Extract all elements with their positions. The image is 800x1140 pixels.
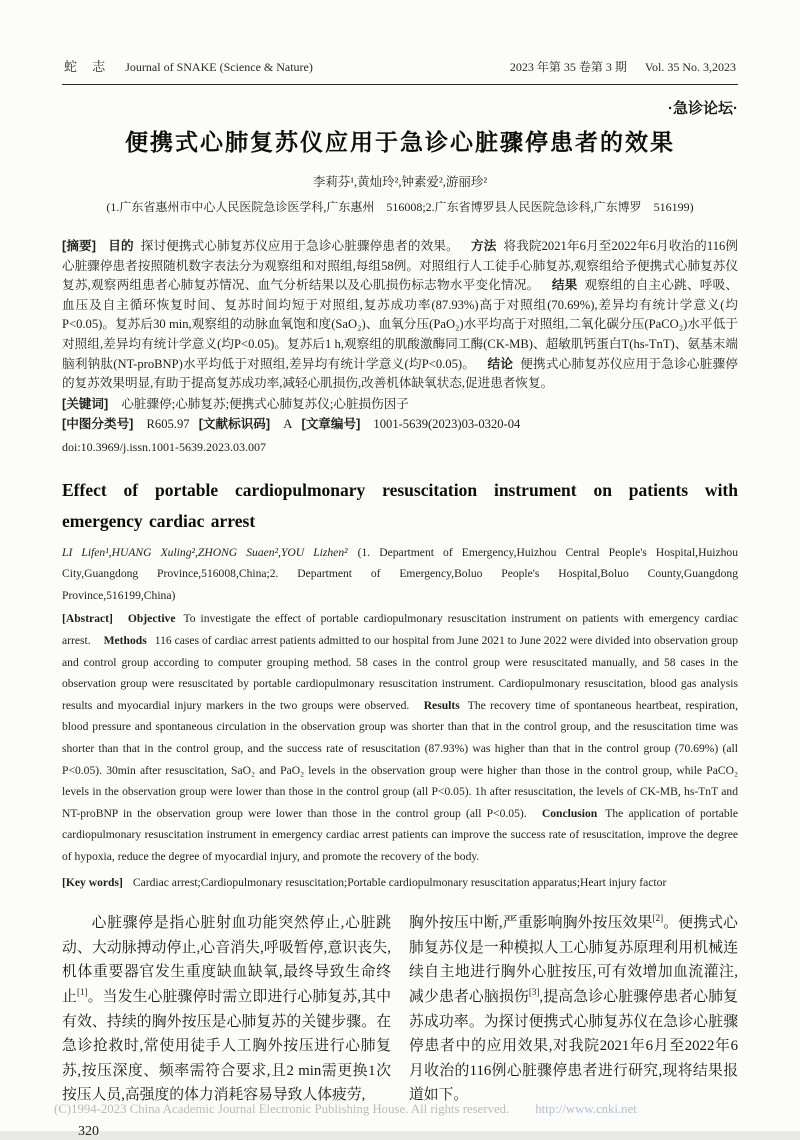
results-label-cn: 结果 [551, 278, 578, 293]
authors-cn: 李莉芬¹,黄灿玲²,钟素爱²,游丽珍² [312, 175, 488, 189]
conclusion-label-en: Conclusion [541, 806, 598, 820]
page-number: 320 [78, 1123, 99, 1139]
keywords-line-cn [62, 395, 738, 415]
body-text: 。当发生心脏骤停时需立即进行心肺复苏,其中有效、持续的胸外按压是心肺复苏的关键步骤。在急诊抢救时,常使用徒手人工胸外按压进行心肺复苏,按压深度、频率需符合要求,且2 min需更换1次按压人员,高强度的体力消耗容易导致人体疲劳, [62, 988, 391, 1104]
cnki-footer [54, 1102, 760, 1117]
journal-header [62, 56, 738, 85]
journal-issue-en: Vol. 35 No. 3,2023 [644, 60, 736, 74]
objective-label-cn: 目的 [108, 239, 134, 253]
methods-label-en: Methods [103, 634, 147, 648]
article-title-en: Effect of portable cardiopulmonary resuscitation instrument on patients with emergency cardiac arrest [62, 479, 738, 531]
keywords-label-cn: [关键词] [62, 396, 109, 411]
body-columns [62, 911, 738, 1108]
doc-code-label: [文献标识码] [198, 417, 271, 432]
journal-name [64, 56, 313, 75]
results-text-cn: 观察组的自主心跳、呼吸、血压及自主循环恢复时间、复苏时间均短于对照组,复苏成功率(87.93%)高于对照组(70.69%),差异均有统计学意义(均P<0.05)。复苏后30 min,观察组的动脉血氧饱和度(SaO₂)、血氧分压(PaO₂)水平均高于对照组,二氧化碳分压(PaCO₂)水平低于对照组,差异均有统计学意义(均P<0.05)。复苏后1 h,观察组的肌酸激酶同工酶(CK-MB)、超敏肌钙蛋白T(hs-TnT)、氨基末端脑利钠肽(NT-proBNP)水平均低于对照组,差异均有统计学意义(均P<0.05)。 [62, 278, 739, 371]
body-paragraph-left [62, 911, 391, 1108]
conclusion-text-cn: 便携式心肺复苏仪应用于急诊心脏骤停的复苏效果明显,有助于提高复苏成功率,减轻心肌损伤,改善机体缺氧状态,促进患者恢复。 [62, 356, 739, 391]
body-text: 胸外按压中断,严重影响胸外按压效果 [409, 915, 653, 932]
conclusion-label-cn: 结论 [487, 356, 514, 371]
clc-label: [中图分类号] [62, 417, 134, 432]
methods-text-cn: 将我院2021年6月至2022年6月收治的116例心脏骤停患者按照随机数字表法分为观察组和对照组,每组58例。对照组行人工徒手心肺复苏,观察组给予便携式心肺复苏仪复苏,观察两组患者心肺复苏情况、血气分析结果以及心肌损伤标志物水平变化情况。 [62, 239, 739, 293]
column-badge: ·急诊论坛· [668, 100, 738, 117]
body-text: 心脏骤停是指心脏射血功能突然停止,心脏跳动、大动脉搏动停止,心音消失,呼吸暂停,意识丧失,机体重要器官发生重度缺血缺氧,最终导致生命终止 [62, 915, 391, 1005]
body-text: ,提高急诊心脏骤停患者心肺复苏成功率。为探讨便携式心肺复苏仪在急诊心脏骤停患者中的应用效果,对我院2021年6月至2022年6月收治的116例心脏骤停患者进行研究,现将结果报道如下。 [409, 988, 738, 1104]
journal-name-en: Journal of SNAKE (Science & Nature) [125, 60, 313, 74]
classification-line [62, 415, 738, 435]
results-label-en: Results [423, 698, 460, 712]
abstract-label-cn: [摘要] [62, 239, 96, 253]
keywords-text-en: Cardiac arrest;Cardiopulmonary resuscitation;Portable cardiopulmonary resuscitation apparatus;Heart injury factor [132, 875, 667, 889]
reference-marker-1: [1] [76, 987, 88, 998]
affiliation-en: (1. Department of Emergency,Huizhou Central People's Hospital,Huizhou City,Guangdong Province,516008,China;2. Department of Emergency,Boluo People's Hospital,Boluo County,Guangdong Province,516199,China) [62, 545, 738, 602]
copyright-text: (C)1994-2023 China Academic Journal Electronic Publishing House. All rights reserved. [54, 1102, 510, 1116]
body-column-left [62, 911, 391, 1108]
journal-issue-cn: 2023 年第 35 卷第 3 期 [509, 60, 627, 74]
doi-line: doi:10.3969/j.issn.1001-5639.2023.03.007 [62, 439, 267, 454]
abstract-en [62, 608, 738, 867]
journal-issue [510, 58, 736, 75]
abstract-cn [62, 237, 738, 394]
objective-text-cn: 探讨便携式心肺复苏仪应用于急诊心脏骤停患者的效果。 [140, 239, 459, 253]
reference-marker-2: [2] [652, 913, 664, 924]
article-title-cn: 便携式心肺复苏仪应用于急诊心脏骤停患者的效果 [125, 129, 675, 155]
body-paragraph-right [409, 911, 738, 1108]
methods-text-en: 116 cases of cardiac arrest patients admitted to our hospital from June 2021 to June 2022 were divided into observation group and control group according to computer grouping method. 58 cases in the control group were resuscitated manually, and 58 cases in the observation group were resuscitated by portable cardiopulmonary resuscitation instrument. Cardiopulmonary resuscitation, blood gas analysis results and myocardial injury markers in the two groups were observed. [62, 634, 738, 712]
abstract-label-en: [Abstract] [62, 612, 113, 626]
results-text-en: The recovery time of spontaneous heartbeat, respiration, blood pressure and spontaneous circulation in the observation group was shorter than that in the control group, and the resuscitation time was shorter than that in the control group, and the success rate of resuscitation (87.93%) was higher than that in the control group (70.69%) (all P<0.05). 30min after resuscitation, SaO₂ and PaO₂ levels in the observation group were higher than those in the control group, while PaCO₂ levels in the observation group were lower than those in the control group (all P<0.05). 1h after resuscitation, the levels of CK-MB, hs-TnT and NT-proBNP in the observation group were lower than those in the control group (all P<0.05). [62, 698, 738, 820]
objective-text-en: To investigate the effect of portable cardiopulmonary resuscitation instrument on patients with emergency cardiac arrest. [62, 612, 738, 648]
keywords-line-en [62, 872, 738, 894]
keywords-label-en: [Key words] [62, 875, 123, 889]
reference-marker-3: [3] [528, 987, 540, 998]
article-id-label: [文章编号] [301, 417, 361, 432]
affiliation-cn: (1.广东省惠州市中心人民医院急诊医学科,广东惠州 516008;2.广东省博罗县人民医院急诊科,广东博罗 516199) [106, 200, 694, 214]
body-text: 。便携式心肺复苏仪是一种模拟人工心肺复苏原理利用机械连续自主地进行胸外心脏按压,可有效增加血流灌注,减少患者心脑损伤 [409, 915, 738, 1005]
cnki-link[interactable]: http://www.cnki.net [535, 1102, 637, 1116]
conclusion-text-en: The application of portable cardiopulmonary resuscitation instrument in emergency cardiac arrest patients can improve the success rate of resuscitation, improve the degree of hypoxia, reduce the degree of myocardial injury, and promote the recovery of the body. [62, 806, 738, 863]
clc-value: R605.97 [146, 417, 190, 432]
objective-label-en: Objective [127, 612, 176, 626]
body-column-right [409, 911, 738, 1108]
journal-name-cn: 蛇 志 [64, 59, 112, 74]
doc-code-value: A [283, 417, 293, 432]
keywords-text-cn: 心脏骤停;心肺复苏;便携式心肺复苏仪;心脏损伤因子 [121, 396, 409, 411]
methods-label-cn: 方法 [471, 239, 497, 253]
authors-en: LI Lifen¹,HUANG Xuling²,ZHONG Suaen²,YOU Lizhen² [62, 545, 348, 559]
article-id-value: 1001-5639(2023)03-0320-04 [373, 417, 521, 432]
authors-en-block [62, 542, 738, 607]
